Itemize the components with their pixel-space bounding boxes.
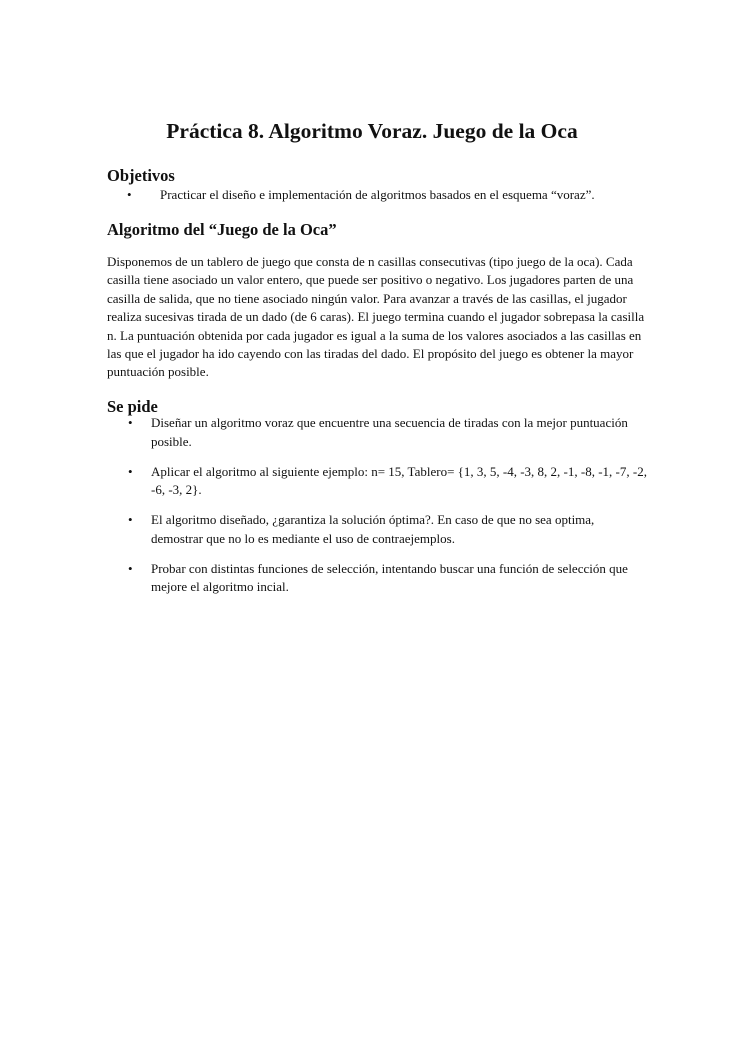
task-text: El algoritmo diseñado, ¿garantiza la solución óptima?. En caso de que no sea optima, demostrar que no lo es mediante el uso de contraejemplos. — [151, 512, 595, 546]
description-paragraph: Disponemos de un tablero de juego que consta de n casillas consecutivas (tipo juego de la oca). Cada casilla tiene asociado un valor entero, que puede ser positivo o negativo. Los jugadores parten de una casilla de salida, que no tiene asociado ningún valor. Para avanzar a través de las casillas, el jugador realiza sucesivas tirada de un dado (de 6 caras). El juego termina cuando el jugador sobrepasa la casilla n. La puntuación obtenida por cada jugador es igual a la suma de los valores asociados a las casillas en las que el jugador ha ido cayendo con las tiradas del dado. El propósito del juego es obtener la mayor puntuación posible. — [107, 254, 645, 380]
section-heading-se-pide: Se pide — [107, 397, 158, 416]
task-text: Aplicar el algoritmo al siguiente ejemplo: n= 15, Tablero= {1, 3, 5, -4, -3, 8, 2, -1, -8, -1, -7, -2, -6, -3, 2}. — [151, 463, 647, 497]
task-text: Diseñar un algoritmo voraz que encuentre una secuencia de tiradas con la mejor puntuación posible. — [151, 415, 628, 449]
list-item — [107, 560, 647, 597]
bullet-icon: • — [128, 415, 133, 430]
task-text: Probar con distintas funciones de selección, intentando buscar una función de selección que mejore el algoritmo incial. — [151, 560, 628, 594]
list-item — [107, 186, 667, 204]
section-heading-objetivos: Objetivos — [107, 166, 175, 185]
list-item — [107, 414, 647, 451]
bullet-icon: • — [128, 560, 133, 576]
tasks-list — [107, 414, 647, 608]
objective-text: Practicar el diseño e implementación de algoritmos basados en el esquema “voraz”. — [160, 187, 595, 202]
bullet-icon: • — [127, 187, 132, 202]
section-heading-algoritmo: Algoritmo del “Juego de la Oca” — [107, 220, 337, 239]
page-title: Práctica 8. Algoritmo Voraz. Juego de la Oca — [166, 119, 578, 143]
list-item — [107, 511, 647, 548]
bullet-icon: • — [128, 512, 133, 527]
list-item — [107, 463, 647, 500]
bullet-icon: • — [128, 463, 133, 479]
objectives-list — [107, 186, 667, 204]
